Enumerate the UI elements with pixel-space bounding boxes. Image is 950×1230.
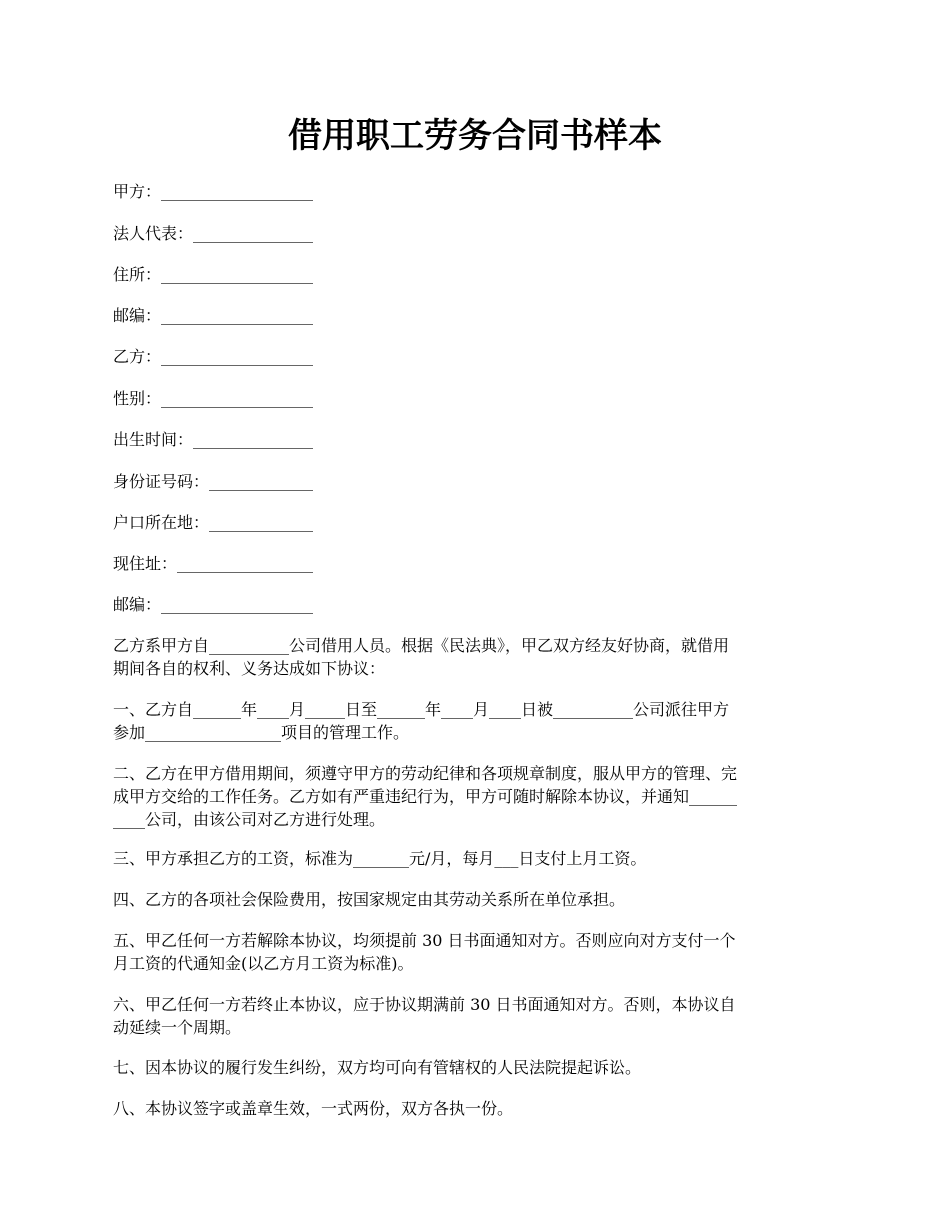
field-party-a: 甲方：___________________ [113, 182, 314, 201]
field-legal-representative: 法人代表：_______________ [113, 224, 314, 243]
field-address: 住所：___________________ [113, 265, 314, 284]
field-household-registration: 户口所在地：_____________ [113, 513, 314, 532]
paragraph-line: 七、因本协议的履行发生纠纷，双方均可向有管辖权的人民法院提起诉讼。 [113, 1058, 642, 1077]
paragraph-line: 期间各自的权利、义务达成如下协议： [113, 659, 386, 678]
paragraph-clause-2 [113, 762, 843, 831]
paragraph-line: 四、乙方的各项社会保险费用，按国家规定由其劳动关系所在单位承担。 [113, 890, 626, 909]
paragraph-clause-3 [113, 847, 843, 870]
paragraph-line: 月工资的代通知金(以乙方月工资为标准)。 [113, 954, 414, 973]
paragraph-clause-1 [113, 698, 843, 744]
paragraph-line: 二、乙方在甲方借用期间，须遵守甲方的劳动纪律和各项规章制度，服从甲方的管理、完 [113, 764, 738, 783]
paragraph-line: 一、乙方自______年____月_____日至______年____月____日被__________公司派往甲方 [113, 700, 730, 719]
paragraph-line: 五、甲乙任何一方若解除本协议，均须提前 30 日书面通知对方。否则应向对方支付一个 [113, 931, 736, 950]
field-party-b: 乙方：___________________ [113, 347, 314, 366]
paragraph-clause-7 [113, 1056, 843, 1079]
field-birth-date: 出生时间：_______________ [113, 430, 314, 449]
paragraph-intro [113, 634, 843, 680]
field-postcode-a: 邮编：___________________ [113, 306, 314, 325]
field-id-number: 身份证号码：_____________ [113, 472, 314, 491]
paragraph-line: 三、甲方承担乙方的工资，标准为_______元/月，每月___日支付上月工资。 [113, 849, 647, 868]
paragraph-clause-6 [113, 993, 843, 1039]
paragraph-clause-4 [113, 888, 843, 911]
paragraph-line: 六、甲乙任何一方若终止本协议，应于协议期满前 30 日书面通知对方。否则，本协议自 [113, 995, 736, 1014]
paragraph-clause-8 [113, 1097, 843, 1120]
paragraph-line: 成甲方交给的工作任务。乙方如有严重违纪行为，甲方可随时解除本协议，并通知______ [113, 787, 738, 806]
field-postcode-b: 邮编：___________________ [113, 595, 314, 614]
paragraph-line: 动延续一个周期。 [113, 1018, 242, 1037]
paragraph-line: 参加_________________项目的管理工作。 [113, 723, 410, 742]
document-title: 借用职工劳务合同书样本 [288, 116, 662, 156]
field-gender: 性别：___________________ [113, 389, 314, 408]
field-current-address: 现住址：_________________ [113, 554, 314, 573]
paragraph-line: 乙方系甲方自__________公司借用人员。根据《民法典》，甲乙双方经友好协商，就借用 [113, 636, 730, 655]
paragraph-clause-5 [113, 929, 843, 975]
paragraph-line: 八、本协议签字或盖章生效，一式两份，双方各执一份。 [113, 1099, 514, 1118]
paragraph-line: ____公司，由该公司对乙方进行处理。 [113, 810, 386, 829]
